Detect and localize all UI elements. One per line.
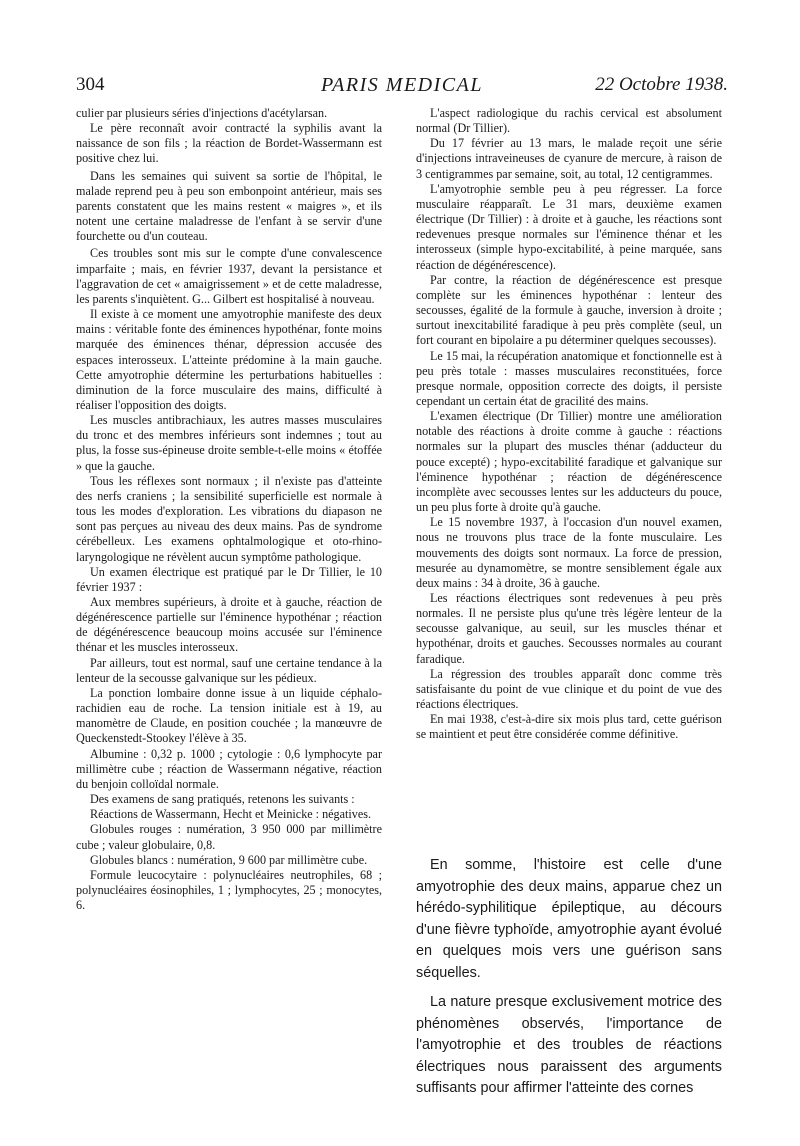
paragraph: Aux membres supérieurs, à droite et à gauche, réaction de dégénérescence partielle sur l'éminence hypothénar ; réaction de dégénérescence beaucoup moins accusée sur l'éminence thénar et les muscles interosseux. (76, 595, 382, 655)
paragraph: Albumine : 0,32 p. 1000 ; cytologie : 0,6 lymphocyte par millimètre cube ; réaction de Wassermann négative, réaction du benjoin colloïdal normale. (76, 746, 382, 791)
paragraph: L'examen électrique (Dr Tillier) montre une amélioration notable des réactions à droite comme à gauche : réactions normales sur la plupart des muscles thénar (adducteur du pouce excepté) ; hypo-excitabilité faradique et galvanique sur l'éminence hypothénar ; réaction de dégénérescence incomplète avec secousses lentes sur les adducteurs du pouce, un peu plus forte à droite qu'à gauche. (416, 409, 722, 515)
paragraph: Par contre, la réaction de dégénérescence est presque complète sur les éminences hypothénar : lenteur des secousses, égalité de la formule à gauche, inversion à droite ; surtout inexcitabilité faradique à peu près complète (seul, un fort courant en bipolaire a pu déterminer quelques secousses). (416, 272, 722, 348)
paragraph: L'aspect radiologique du rachis cervical est absolument normal (Dr Tillier). (416, 106, 722, 136)
page-number: 304 (76, 74, 105, 95)
paragraph: En mai 1938, c'est-à-dire six mois plus tard, cette guérison se maintient et peut être considérée comme définitive. (416, 712, 722, 742)
paragraph: culier par plusieurs séries d'injections d'acétylarsan. (76, 106, 328, 120)
left-column (76, 106, 382, 913)
conclusion-section (416, 855, 722, 1108)
paragraph: Formule leucocytaire : polynucléaires neutrophiles, 68 ; polynucléaires éosinophiles, 1 ; lymphocytes, 25 ; monocytes, 6. (76, 867, 382, 913)
paragraph: Tous les réflexes sont normaux ; il n'existe pas d'atteinte des nerfs craniens ; la sensibilité superficielle est normale à tous les modes d'exploration. Les vibrations du diapason ne sont pas perçues au niveau des deux mains. Pas de syndrome cérébelleux. Les examens ophtalmologique et oto-rhino-laryngologique ne révèlent aucun symptôme pathologique. (76, 473, 382, 564)
paragraph: Le 15 novembre 1937, à l'occasion d'un nouvel examen, nous ne trouvons plus trace de la fonte musculaire. Les mouvements des doigts sont normaux. La force de pression, mesurée au dynamomètre, se montre sensiblement égale aux deux mains : 34 à droite, 36 à gauche. (416, 515, 722, 590)
paragraph: L'amyotrophie semble peu à peu régresser. La force musculaire réapparaît. Le 31 mars, deuxième examen électrique (Dr Tillier) : à droite et à gauche, les réactions sont redevenues presque normales sur l'éminence thénar et les interosseux (simple hypo-excitabilité, à peine marquée, sans réaction de dégénérescence). (416, 181, 722, 272)
issue-date: 22 Octobre 1938. (595, 74, 728, 95)
paragraph: Il existe à ce moment une amyotrophie manifeste des deux mains : véritable fonte des éminences hypothénar, fonte moins marquée des éminences thénar, dépression accusée des espaces interosseux. L'atteinte prédomine à la main gauche. Cette amyotrophie détermine les perturbations habituelles : diminution de la force musculaire des mains, difficulté à réaliser l'opposition des doigts. (76, 307, 382, 412)
paragraph: Le père reconnaît avoir contracté la syphilis avant la naissance de son fils ; la réaction de Bordet-Wassermann est positive chez lui. (76, 121, 382, 166)
paragraph: Dans les semaines qui suivent sa sortie de l'hôpital, le malade reprend peu à peu son embonpoint antérieur, mais ses parents constatent que les mains restent « maigres », et ils notent une certaine maladresse de l'enfant à se servir d'une fourchette ou d'un couteau. (76, 168, 382, 244)
journal-title: PARIS MEDICAL (321, 74, 483, 96)
paragraph: Les muscles antibrachiaux, les autres masses musculaires du tronc et des membres inférieurs sont indemnes ; tout au plus, la fosse sus-épineuse droite semble-t-elle moins « étoffée » que la gauche. (76, 413, 382, 473)
conclusion-paragraph: En somme, l'histoire est celle d'une amyotrophie des deux mains, apparue chez un hérédo-syphilitique épileptique, au décours d'une fièvre typhoïde, amyotrophie ayant évolué en quelques mois vers une guérison sans séquelles. (416, 857, 722, 981)
paragraph: Réactions de Wassermann, Hecht et Meinicke : négatives. (90, 807, 371, 822)
paragraph: Un examen électrique est pratiqué par le Dr Tillier, le 10 février 1937 : (76, 564, 382, 594)
paragraph: Des examens de sang pratiqués, retenons les suivants : (90, 792, 355, 807)
paragraph: Du 17 février au 13 mars, le malade reçoit une série d'injections intraveineuses de cyanure de mercure, à raison de 3 centigrammes par semaine, soit, au total, 12 centigrammes. (416, 136, 722, 181)
paragraph: La ponction lombaire donne issue à un liquide céphalo-rachidien eau de roche. La tension initiale est à 19, au manomètre de Claude, en position couchée ; la manœuvre de Queckenstedt-Stookey l'élève à 35. (76, 685, 382, 746)
paragraph: Ces troubles sont mis sur le compte d'une convalescence imparfaite ; mais, en février 1937, devant la persistance et l'aggravation de cet « amaigrissement » et de cette maladresse, les parents s'inquiètent. G... Gilbert est hospitalisé à nouveau. (76, 246, 382, 306)
paragraph: Globules blancs : numération, 9 600 par millimètre cube. (90, 852, 368, 867)
paragraph: Le 15 mai, la récupération anatomique et fonctionnelle est à peu près totale : masses musculaires reconstituées, force presque normale, opposition correcte des doigts, il persiste cependant un certain état de gracilité des mains. (416, 348, 722, 408)
conclusion-paragraph: La nature presque exclusivement motrice des phénomènes observés, l'importance de l'amyotrophie et des troubles de réactions électriques nous paraissent des arguments suffisants pour affirmer l'atteinte des cornes (416, 994, 722, 1096)
paragraph: Par ailleurs, tout est normal, sauf une certaine tendance à la lenteur de la secousse galvanique sur les pédieux. (76, 655, 382, 685)
page-header (76, 74, 728, 102)
paragraph: La régression des troubles apparaît donc comme très satisfaisante du point de vue clinique et du point de vue des réactions électriques. (416, 666, 722, 712)
right-column (416, 106, 722, 743)
paragraph: Globules rouges : numération, 3 950 000 par millimètre cube ; valeur globulaire, 0,8. (76, 822, 382, 852)
paragraph: Les réactions électriques sont redevenues à peu près normales. Il ne persiste plus qu'une très légère lenteur de la secousse galvanique, au seuil, sur les muscles thénar et hypothénar, droits et gauches. Secousses normales au courant faradique. (416, 591, 722, 666)
